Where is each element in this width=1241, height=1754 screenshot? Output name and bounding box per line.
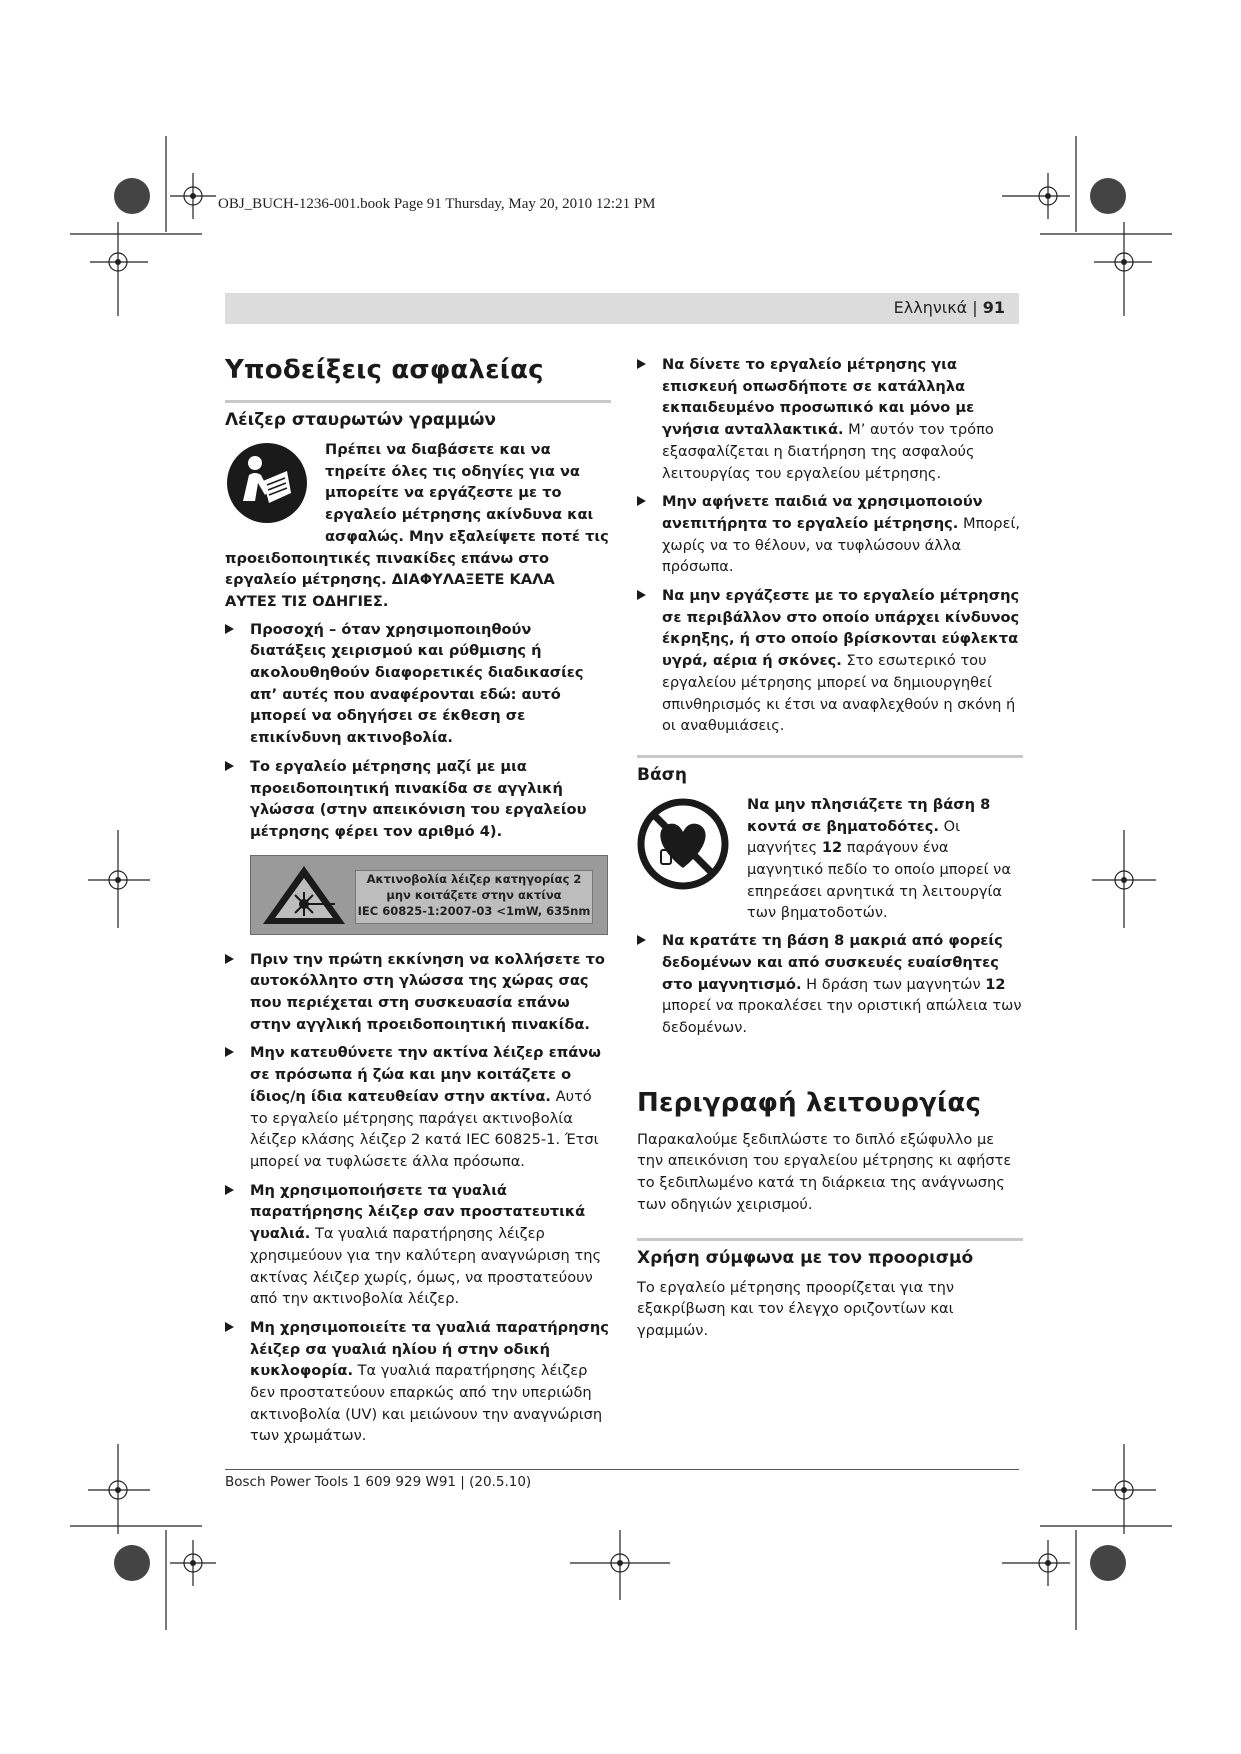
bullet-bold: Να δίνετε το εργαλείο μέτρησης για επισκευή οπωσδήποτε σε κατάλληλα εκπαιδευμένο προσωπικό και μόνο με γνήσια ανταλλακτικά.	[662, 356, 975, 439]
bullet-text: Τα γυαλιά παρατήρησης λέιζερ χρησιμεύουν για την καλύτερη αναγνώριση της ακτίνας λέιζερ χωρίς, όμως, να προστατεύουν από την ακτινοβολία λέιζερ.	[250, 1225, 602, 1308]
triangle-bullet-icon	[637, 935, 646, 945]
bullet-text: Τα γυαλιά παρατήρησης λέιζερ δεν προστατεύουν επαρκώς από την υπεριώδη ακτινοβολία (UV) και μειώνουν την αναγνώριση των χρωμάτων.	[250, 1362, 603, 1445]
bullet-bold: Μην αφήνετε παιδιά να χρησιμοποιούν ανεπιτήρητα το εργαλείο μέτρησης.	[662, 493, 983, 532]
footer: Bosch Power Tools 1 609 929 W91 | (20.5.10)	[225, 1474, 532, 1490]
bullet-text: Η δράση των μαγνητών	[801, 975, 986, 993]
bullet-item	[225, 1317, 611, 1447]
laser-label-line2: μην κοιτάζετε στην ακτίνα	[386, 887, 562, 902]
triangle-bullet-icon	[225, 761, 234, 771]
print-slug: OBJ_BUCH-1236-001.book Page 91 Thursday, May 20, 2010 12:21 PM	[218, 196, 656, 212]
no-pacemaker-icon	[637, 798, 735, 904]
triangle-bullet-icon	[637, 590, 646, 600]
base-intro-text: Οι μαγνήτες	[747, 817, 961, 857]
triangle-bullet-icon	[225, 624, 234, 634]
triangle-bullet-icon	[637, 359, 646, 369]
right-column	[637, 354, 1023, 1348]
bullet-text: μπορεί να προκαλέσει την οριστική απώλεια των δεδομένων.	[662, 997, 1022, 1036]
base-intro-bold: Να μην πλησιάζετε τη βάση 8 κοντά σε βηματοδότες.	[747, 795, 991, 835]
left-column	[225, 350, 611, 1454]
laser-label-line3: IEC 60825-1:2007-03 <1mW, 635nm	[357, 903, 591, 918]
subsection-title-laser: Λέιζερ σταυρωτών γραμμών	[225, 410, 496, 430]
triangle-bullet-icon	[225, 1185, 234, 1195]
safety-intro: Πρέπει να διαβάσετε και να τηρείτε όλες τις οδηγίες για να μπορείτε να εργάζεστε με το εργαλείο μέτρησης ακίνδυνα και ασφαλώς. Μην εξαλείψετε ποτέ τις προειδοποιητικές πινακίδες επάνω στο εργαλείο μέτρησης. ΔΙΑΦΥΛΑΞΕΤΕ ΚΑΛΑ ΑΥΤΕΣ ΤΙΣ ΟΔΗΓΙΕΣ.	[225, 441, 609, 610]
subsection-title-base: Βάση	[637, 764, 687, 785]
triangle-bullet-icon	[225, 1047, 234, 1057]
section-rule	[225, 400, 611, 403]
bullet-bold: Να μην εργάζεστε με το εργαλείο μέτρησης σε περιβάλλον στο οποίο υπάρχει κίνδυνος έκρηξης, ή στο οποίο βρίσκονται εύφλεκτα υγρά, αέρια ή σκόνες.	[662, 587, 1020, 670]
section-title-safety: Υποδείξεις ασφαλείας	[225, 355, 544, 385]
laser-warning-label	[250, 855, 608, 935]
bullet-item	[637, 354, 1023, 484]
laser-label-text	[355, 870, 593, 924]
bullet-bold: Να κρατάτε τη βάση 8 μακριά από φορείς δεδομένων και από συσκευές ευαίσθητες στο μαγνητισμό.	[662, 932, 1003, 993]
bullet-item	[637, 930, 1023, 1039]
subsection-title-usage: Χρήση σύμφωνα με τον προορισμό	[637, 1247, 974, 1268]
bullet-number: 12	[985, 975, 1006, 993]
bullet-item	[225, 1180, 611, 1310]
base-intro-number: 12	[821, 839, 843, 857]
bullet-text: Μπορεί, χωρίς να το θέλουν, να τυφλώσουν άλλα πρόσωπα.	[662, 514, 1021, 576]
base-intro-text: παράγουν ένα μαγνητικό πεδίο το οποίο μπορεί να επηρεάσει αρνητικά τη λειτουργία των βηματοδοτών.	[747, 839, 1011, 922]
laser-label-line1: Ακτινοβολία λέιζερ κατηγορίας 2	[366, 871, 582, 886]
bullet-item	[225, 756, 611, 843]
bullet-bold: Μην κατευθύνετε την ακτίνα λέιζερ επάνω σε πρόσωπα ή ζώα και μην κοιτάζετε ο ίδιος/η ίδια κατευθείαν στην ακτίνα.	[250, 1044, 601, 1105]
bullet-item	[637, 585, 1023, 737]
section-rule	[637, 1238, 1023, 1241]
triangle-bullet-icon	[637, 496, 646, 506]
bullet-text: Στο εσωτερικό του εργαλείου μέτρησης μπορεί να δημιουργηθεί σπινθηρισμός κι έτσι να αναφλεχθούν η σκόνη ή οι αναθυμιάσεις.	[662, 652, 1016, 735]
laser-warning-icon	[259, 862, 349, 928]
usage-text: Το εργαλείο μέτρησης προορίζεται για την εξακρίβωση και τον έλεγχο οριζοντίων και γραμμών.	[637, 1278, 955, 1339]
bullet-bold: Μη χρησιμοποιήσετε τα γυαλιά παρατήρησης λέιζερ σαν προστατευτικά γυαλιά.	[250, 1181, 586, 1243]
bullet-text: Αυτό το εργαλείο μέτρησης παράγει ακτινοβολία λέιζερ κλάσης λέιζερ 2 κατά IEC 60825-1. Έτσι μπορεί να τυφλώσετε άλλα πρόσωπα.	[250, 1087, 599, 1170]
header-language: Ελληνικά	[893, 298, 968, 317]
section-title-function: Περιγραφή λειτουργίας	[637, 1087, 982, 1118]
bullet-bold: Προσοχή – όταν χρησιμοποιηθούν διατάξεις χειρισμού και ρύθμισης ή ακολουθηθούν διαφορετικές διαδικασίες απ’ αυτές που αναφέρονται εδώ: αυτό μπορεί να οδηγήσει σε έκθεση σε επικίνδυνη ακτινοβολία.	[250, 620, 584, 747]
bullet-item	[225, 619, 611, 749]
bullet-item	[225, 949, 611, 1036]
bullet-bold: Μη χρησιμοποιείτε τα γυαλιά παρατήρησης λέιζερ σα γυαλιά ηλίου ή στην οδική κυκλοφορία.	[250, 1318, 609, 1380]
page-header	[225, 293, 1019, 324]
footer-rule	[225, 1469, 1019, 1470]
bullet-bold: Το εργαλείο μέτρησης μαζί με μια προειδοποιητική πινακίδα σε αγγλική γλώσσα (στην απεικόνιση του εργαλείου μέτρησης φέρει τον αριθμό 4).	[250, 757, 587, 840]
bullet-item	[637, 491, 1023, 578]
header-text	[894, 298, 1005, 317]
bullet-item	[225, 1042, 611, 1172]
bullet-bold: Πριν την πρώτη εκκίνηση να κολλήσετε το αυτοκόλλητο στη γλώσσα της χώρας σας που περιέχεται στη συσκευασία επάνω στην αγγλική προειδοποιητική πινακίδα.	[250, 950, 605, 1033]
header-separator: |	[967, 298, 983, 317]
triangle-bullet-icon	[225, 1322, 234, 1332]
read-manual-icon	[225, 441, 313, 537]
section-rule	[637, 755, 1023, 758]
page-number: 91	[982, 298, 1005, 317]
function-text: Παρακαλούμε ξεδιπλώστε το διπλό εξώφυλλο με την απεικόνιση του εργαλείου μέτρησης κι αφήστε το ξεδιπλωμένο κατά τη διάρκεια της ανάγνωσης των οδηγιών χειρισμού.	[637, 1130, 1012, 1213]
triangle-bullet-icon	[225, 954, 234, 964]
bullet-text: Μ’ αυτόν τον τρόπο εξασφαλίζεται η διατήρηση της ασφαλούς λειτουργίας του εργαλείου μέτρησης.	[662, 421, 994, 482]
